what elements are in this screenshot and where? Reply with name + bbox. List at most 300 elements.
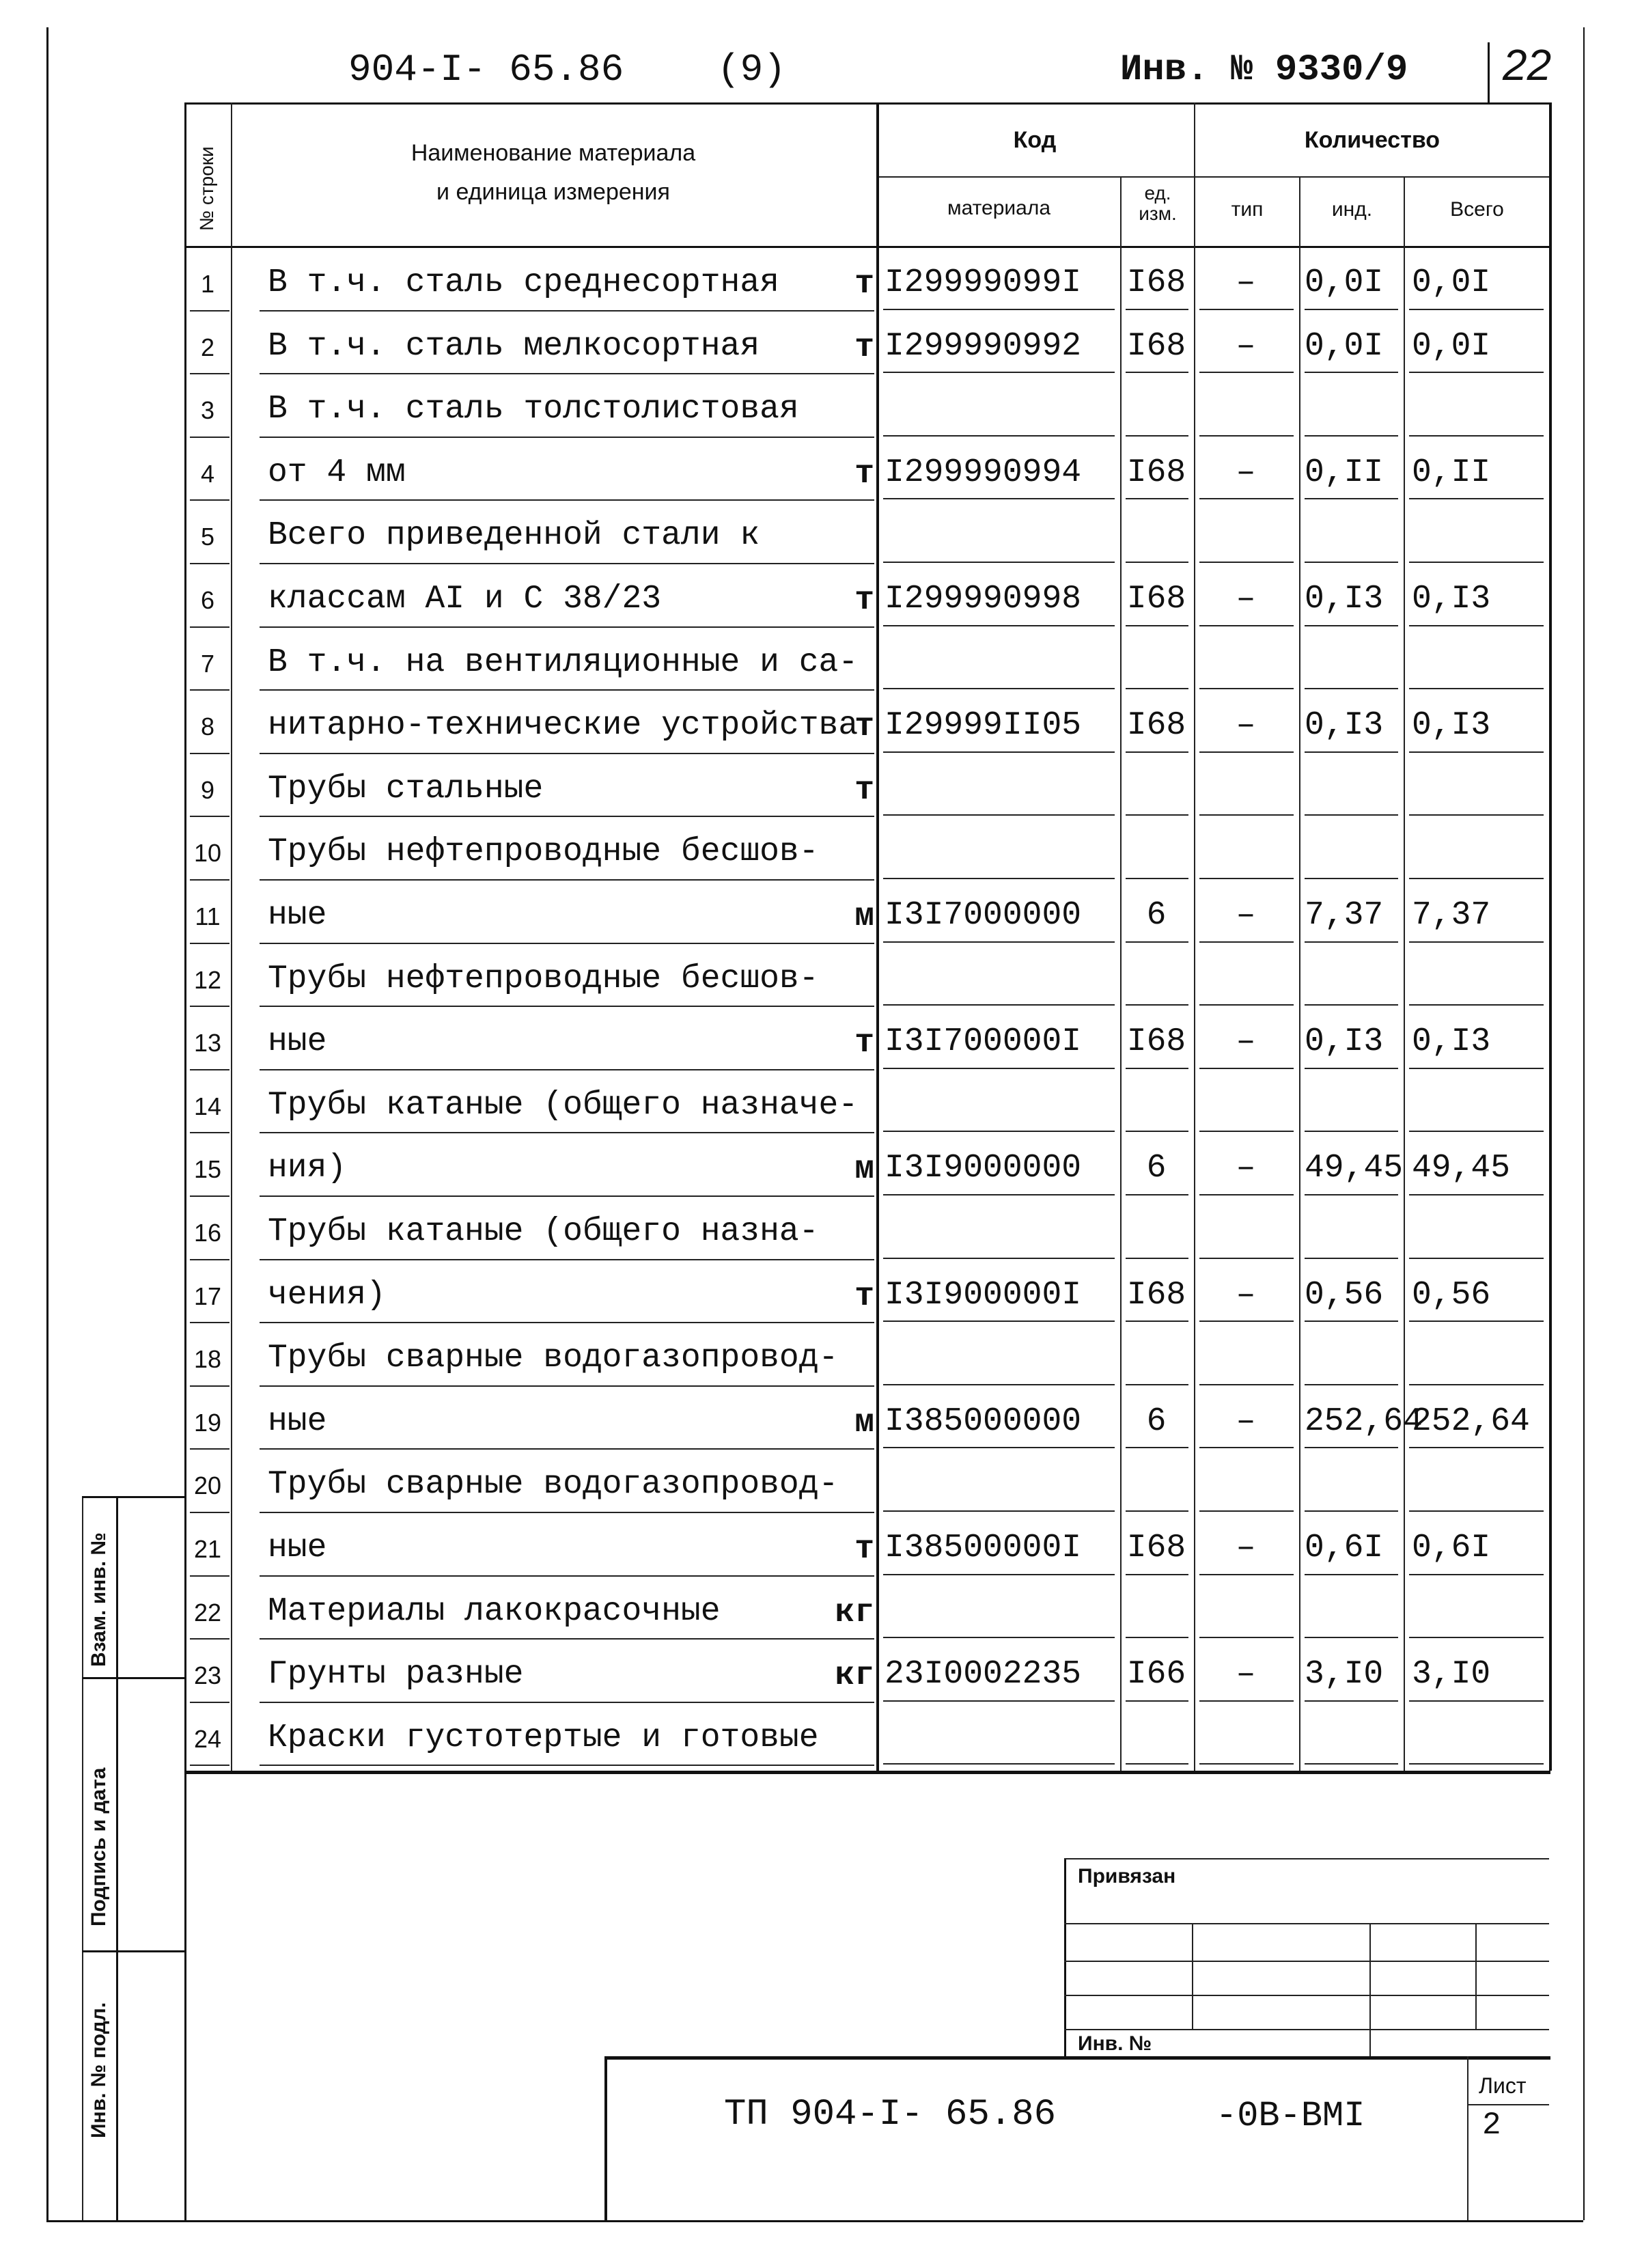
material-name: Трубы сварные водогазопровод- (268, 1340, 839, 1377)
row-total-underline (1409, 878, 1544, 879)
side-stamp-sep1 (82, 1677, 184, 1679)
page-number: 22 (1503, 40, 1552, 89)
sheet-box-left (1467, 2056, 1468, 2220)
material-name: В т.ч. сталь мелкосортная (268, 327, 760, 365)
row-code-underline (883, 1258, 1115, 1259)
row-total-underline (1409, 498, 1544, 499)
row-type-value: – (1236, 581, 1256, 618)
row-total-value: 3,I0 (1412, 1656, 1491, 1693)
row-total-underline (1409, 1131, 1544, 1132)
row-name-underline (260, 1322, 874, 1323)
row-name-underline (260, 1638, 874, 1640)
material-name: Грунты разные (268, 1656, 524, 1693)
row-total-value: 0,0I (1412, 327, 1491, 365)
row-code-underline (883, 1131, 1115, 1132)
side-label-signature-date: Подпись и дата (87, 1767, 110, 1926)
material-unit: т (854, 708, 874, 746)
row-number: 7 (200, 649, 215, 678)
row-code-value: 23I0002235 (885, 1656, 1082, 1693)
side-stamp-sep2 (82, 1950, 184, 1952)
row-name-underline (260, 1195, 874, 1197)
row-code-underline (883, 1384, 1115, 1385)
row-number-underline (190, 1069, 229, 1070)
col-header-name-2: и единица измерения (436, 179, 670, 205)
row-number: 23 (193, 1661, 222, 1690)
row-ind-underline (1305, 1068, 1398, 1069)
row-number-underline (190, 626, 229, 628)
row-um-value: I68 (1126, 1023, 1186, 1061)
row-number-underline (190, 879, 229, 881)
row-number: 21 (193, 1535, 222, 1563)
row-um-underline (1126, 751, 1188, 753)
row-ind-value: 252,64 (1305, 1402, 1423, 1440)
row-um-value: I66 (1126, 1656, 1186, 1693)
row-type-underline (1199, 941, 1294, 943)
row-um-underline (1126, 562, 1188, 563)
row-ind-underline (1305, 625, 1398, 626)
row-code-value: I29999II05 (885, 707, 1082, 745)
material-name: Трубы катаные (общего назна- (268, 1213, 819, 1250)
header-bottom (184, 246, 1550, 248)
row-ind-value: 0,6I (1305, 1530, 1384, 1566)
frame-bottom (46, 2220, 1583, 2222)
stamp-vline-3 (1475, 1923, 1477, 2029)
row-ind-underline (1305, 1258, 1398, 1259)
row-number-underline (190, 1132, 229, 1133)
title-block-left (604, 2056, 607, 2220)
row-ind-value: 0,0I (1305, 327, 1384, 365)
material-unit: кг (835, 1594, 874, 1631)
stamp-box-top (1064, 1858, 1549, 1859)
material-unit: т (854, 455, 874, 493)
row-code-underline (883, 1574, 1115, 1575)
col-type-sep (1299, 176, 1300, 1771)
table-top (184, 102, 1550, 105)
row-total-underline (1409, 1574, 1544, 1575)
material-unit: т (854, 1277, 874, 1315)
material-name: Краски густотертые и готовые (268, 1719, 819, 1756)
row-um-value: I68 (1126, 1276, 1186, 1314)
row-um-underline (1126, 1700, 1188, 1702)
sheet-box-sep (1467, 2104, 1549, 2105)
row-type-underline (1199, 562, 1294, 563)
row-code-underline (883, 435, 1115, 437)
row-code-value: I29999099I (885, 264, 1082, 301)
material-unit: т (854, 329, 874, 366)
row-type-underline (1199, 1384, 1294, 1385)
row-name-underline (260, 1069, 874, 1070)
row-code-underline (883, 1194, 1115, 1195)
row-total-value: 0,6I (1412, 1530, 1491, 1566)
row-code-underline (883, 372, 1115, 373)
row-type-underline (1199, 751, 1294, 753)
row-number: 6 (200, 586, 215, 614)
frame-right (1583, 27, 1585, 2220)
material-name: чения) (268, 1276, 386, 1314)
row-number-underline (190, 1765, 229, 1766)
material-unit: кг (835, 1657, 874, 1695)
row-um-underline (1126, 1510, 1188, 1512)
row-um-underline (1126, 1763, 1188, 1765)
row-name-underline (260, 1259, 874, 1260)
row-type-value: – (1236, 1150, 1256, 1187)
row-um-underline (1126, 1004, 1188, 1006)
table-left (184, 102, 186, 2220)
row-total-underline (1409, 941, 1544, 943)
side-stamp-mid (82, 1496, 83, 2220)
row-type-underline (1199, 498, 1294, 499)
row-code-underline (883, 562, 1115, 563)
row-ind-underline (1305, 941, 1398, 943)
row-ind-underline (1305, 1320, 1398, 1322)
row-number: 10 (193, 839, 222, 868)
row-type-underline (1199, 1447, 1294, 1448)
row-um-value: I68 (1126, 581, 1186, 618)
row-ind-underline (1305, 688, 1398, 689)
row-ind-underline (1305, 562, 1398, 563)
row-code-value: I299990992 (885, 327, 1082, 365)
row-type-value: – (1236, 454, 1256, 491)
row-number-underline (190, 499, 229, 501)
row-type-value: – (1236, 327, 1256, 365)
row-number-underline (190, 1385, 229, 1387)
doc-sub: (9) (717, 48, 786, 92)
row-type-underline (1199, 878, 1294, 879)
row-name-underline (260, 1702, 874, 1703)
row-total-underline (1409, 1320, 1544, 1322)
row-ind-underline (1305, 1510, 1398, 1512)
row-type-underline (1199, 1068, 1294, 1069)
row-um-underline (1126, 941, 1188, 943)
row-total-underline (1409, 1447, 1544, 1448)
row-type-underline (1199, 309, 1294, 310)
row-type-underline (1199, 1574, 1294, 1575)
row-code-value: I299990998 (885, 581, 1082, 618)
row-ind-underline (1305, 372, 1398, 373)
row-type-underline (1199, 1131, 1294, 1132)
material-name: нитарно-технические устройства (268, 707, 859, 745)
row-um-underline (1126, 1320, 1188, 1322)
row-total-value: 7,37 (1412, 897, 1491, 934)
row-ind-underline (1305, 1637, 1398, 1638)
material-unit: т (854, 266, 874, 303)
row-ind-value: 0,I3 (1305, 581, 1384, 618)
row-number: 19 (193, 1408, 222, 1437)
row-number-underline (190, 310, 229, 312)
row-type-underline (1199, 1700, 1294, 1702)
row-um-underline (1126, 498, 1188, 499)
row-code-value: I38500000I (885, 1530, 1082, 1566)
row-type-value: – (1236, 1530, 1256, 1566)
row-code-underline (883, 751, 1115, 753)
row-type-value: – (1236, 897, 1256, 934)
sheet-number: 2 (1482, 2107, 1501, 2143)
row-type-underline (1199, 435, 1294, 437)
row-ind-value: 7,37 (1305, 897, 1384, 934)
row-ind-value: 0,II (1305, 454, 1384, 491)
material-name: ные (268, 1402, 327, 1440)
row-total-underline (1409, 1004, 1544, 1006)
row-ind-underline (1305, 1447, 1398, 1448)
row-um-value: I68 (1126, 264, 1186, 301)
row-code-underline (883, 309, 1115, 310)
row-total-underline (1409, 372, 1544, 373)
row-number: 11 (195, 902, 221, 930)
col-name-sep (876, 102, 879, 1771)
sheet-label: Лист (1479, 2073, 1527, 2098)
row-number-underline (190, 1195, 229, 1197)
row-ind-value: 0,0I (1305, 264, 1384, 301)
row-um-value: 6 (1146, 1402, 1167, 1440)
row-name-underline (260, 689, 874, 691)
row-name-underline (260, 1448, 874, 1450)
row-code-value: I3I700000I (885, 1023, 1082, 1061)
row-number: 5 (200, 523, 215, 551)
row-total-underline (1409, 1068, 1544, 1069)
row-code-underline (883, 498, 1115, 499)
row-total-underline (1409, 562, 1544, 563)
stamp-vline-2 (1369, 1923, 1371, 2056)
row-number-underline (190, 1512, 229, 1513)
row-name-underline (260, 626, 874, 628)
row-um-value: I68 (1126, 327, 1186, 365)
stamp-line-4 (1064, 2029, 1549, 2030)
col-header-type: тип (1231, 198, 1264, 221)
row-number-underline (190, 437, 229, 438)
row-code-value: I385000000 (885, 1402, 1082, 1440)
row-name-underline (260, 437, 874, 438)
row-code-underline (883, 625, 1115, 626)
material-name: В т.ч. на вентиляционные и са- (268, 644, 859, 681)
row-ind-underline (1305, 1763, 1398, 1765)
col-header-unit (1122, 183, 1194, 224)
row-ind-value: 0,I3 (1305, 707, 1384, 745)
row-number: 14 (193, 1092, 222, 1120)
row-total-underline (1409, 435, 1544, 437)
col-header-ind: инд. (1331, 198, 1373, 221)
page-box-divider (1488, 42, 1490, 102)
row-code-underline (883, 1447, 1115, 1448)
row-total-underline (1409, 1763, 1544, 1765)
row-number: 2 (200, 333, 215, 361)
row-name-underline (260, 1385, 874, 1387)
row-name-underline (260, 1575, 874, 1577)
row-code-underline (883, 1068, 1115, 1069)
row-number-underline (190, 1638, 229, 1640)
row-number-underline (190, 689, 229, 691)
row-total-value: 0,0I (1412, 264, 1491, 301)
inventory-number: Инв. № 9330/9 (1120, 49, 1408, 91)
row-um-value: I68 (1126, 454, 1186, 491)
row-code-value: I299990994 (885, 454, 1082, 491)
row-number: 24 (193, 1724, 222, 1753)
row-type-value: – (1236, 1402, 1256, 1440)
material-unit: т (854, 771, 874, 809)
row-total-underline (1409, 1637, 1544, 1638)
row-total-underline (1409, 1194, 1544, 1195)
row-type-underline (1199, 1763, 1294, 1765)
material-name: Трубы сварные водогазопровод- (268, 1466, 839, 1504)
row-um-underline (1126, 1194, 1188, 1195)
col-header-total: Всего (1450, 198, 1504, 221)
title-block-doc: ТП 904-I- 65.86 (724, 2094, 1057, 2135)
row-ind-value: 49,45 (1305, 1150, 1404, 1187)
row-code-value: I3I9000000 (885, 1150, 1082, 1187)
row-code-underline (883, 1320, 1115, 1322)
material-name: Трубы стальные (268, 770, 544, 807)
row-um-underline (1126, 372, 1188, 373)
material-unit: м (854, 1151, 874, 1189)
row-number-underline (190, 1448, 229, 1450)
row-name-underline (260, 563, 874, 564)
material-name: от 4 мм (268, 454, 406, 491)
col-ind-sep (1404, 176, 1405, 1771)
row-total-value: 252,64 (1412, 1402, 1530, 1440)
row-name-underline (260, 1006, 874, 1007)
stamp-vline-1 (1192, 1923, 1193, 2029)
row-ind-underline (1305, 751, 1398, 753)
row-um-underline (1126, 1637, 1188, 1638)
row-ind-value: 0,56 (1305, 1276, 1384, 1314)
stamp-inv-label: Инв. № (1078, 2032, 1152, 2055)
material-unit: т (854, 1025, 874, 1062)
row-name-underline (260, 943, 874, 944)
material-name: В т.ч. сталь среднесортная (268, 264, 779, 301)
row-type-underline (1199, 1194, 1294, 1195)
stamp-privyazan: Привязан (1078, 1865, 1176, 1887)
row-number: 8 (200, 713, 215, 741)
title-block-suffix: -0В-ВМI (1216, 2096, 1365, 2136)
material-unit: т (854, 582, 874, 619)
row-type-value: – (1236, 1276, 1256, 1314)
row-total-underline (1409, 1384, 1544, 1385)
row-type-value: – (1236, 1656, 1256, 1693)
row-total-underline (1409, 814, 1544, 816)
row-um-underline (1126, 1131, 1188, 1132)
row-um-underline (1126, 878, 1188, 879)
row-ind-underline (1305, 814, 1398, 816)
side-stamp-right (116, 1496, 118, 2220)
row-number: 12 (193, 965, 222, 994)
col-num-sep (231, 102, 232, 1771)
col-header-unit-1: ед. (1144, 182, 1171, 204)
row-total-value: 0,I3 (1412, 581, 1491, 618)
side-stamp-top (82, 1496, 184, 1498)
row-um-underline (1126, 1068, 1188, 1069)
row-ind-underline (1305, 1574, 1398, 1575)
row-total-underline (1409, 309, 1544, 310)
row-number-underline (190, 1006, 229, 1007)
row-ind-value: 0,I3 (1305, 1023, 1384, 1061)
row-ind-underline (1305, 309, 1398, 310)
col-header-code: Код (1013, 127, 1057, 153)
row-number: 9 (200, 775, 215, 804)
title-block-top (604, 2056, 1550, 2060)
row-name-underline (260, 1512, 874, 1513)
table-right (1549, 102, 1552, 1771)
row-total-underline (1409, 751, 1544, 753)
material-name: ные (268, 1530, 327, 1566)
row-name-underline (260, 1765, 874, 1766)
row-total-value: 0,I3 (1412, 1023, 1491, 1061)
row-type-underline (1199, 814, 1294, 816)
row-type-underline (1199, 688, 1294, 689)
row-number-underline (190, 1575, 229, 1577)
row-total-underline (1409, 1510, 1544, 1512)
row-number: 20 (193, 1471, 222, 1500)
row-total-underline (1409, 1258, 1544, 1259)
row-code-value: I3I7000000 (885, 897, 1082, 934)
row-um-underline (1126, 435, 1188, 437)
row-code-underline (883, 878, 1115, 879)
row-total-value: 0,II (1412, 454, 1491, 491)
row-number-underline (190, 753, 229, 754)
row-number-underline (190, 1259, 229, 1260)
material-unit: т (854, 1531, 874, 1568)
row-um-value: I68 (1126, 707, 1186, 745)
row-um-underline (1126, 1574, 1188, 1575)
row-number-underline (190, 816, 229, 817)
row-ind-underline (1305, 878, 1398, 879)
material-name: В т.ч. сталь толстолистовая (268, 391, 799, 428)
row-um-value: 6 (1146, 1150, 1167, 1187)
row-code-underline (883, 1637, 1115, 1638)
row-total-underline (1409, 1700, 1544, 1702)
row-um-underline (1126, 1384, 1188, 1385)
row-type-underline (1199, 625, 1294, 626)
row-um-underline (1126, 309, 1188, 310)
row-um-underline (1126, 814, 1188, 816)
row-number-underline (190, 943, 229, 944)
row-number: 4 (200, 459, 215, 488)
material-name: Материалы лакокрасочные (268, 1592, 721, 1630)
row-total-value: 49,45 (1412, 1150, 1511, 1187)
row-name-underline (260, 310, 874, 312)
row-name-underline (260, 879, 874, 881)
row-type-underline (1199, 1004, 1294, 1006)
header-sub-line (876, 176, 1549, 178)
row-total-underline (1409, 688, 1544, 689)
row-type-value: – (1236, 264, 1256, 301)
row-um-underline (1126, 688, 1188, 689)
row-type-underline (1199, 372, 1294, 373)
row-type-underline (1199, 1320, 1294, 1322)
row-number: 13 (193, 1029, 222, 1057)
row-type-underline (1199, 1258, 1294, 1259)
row-code-underline (883, 1763, 1115, 1765)
material-name: Трубы нефтепроводные бесшов- (268, 833, 819, 871)
row-total-value: 0,56 (1412, 1276, 1491, 1314)
row-ind-underline (1305, 1384, 1398, 1385)
row-um-value: I68 (1126, 1530, 1186, 1566)
row-ind-underline (1305, 1004, 1398, 1006)
row-code-underline (883, 941, 1115, 943)
row-name-underline (260, 373, 874, 374)
row-name-underline (260, 753, 874, 754)
row-total-underline (1409, 625, 1544, 626)
row-number: 16 (193, 1219, 222, 1247)
row-number: 3 (200, 396, 215, 425)
row-number: 18 (193, 1345, 222, 1374)
row-type-value: – (1236, 707, 1256, 745)
material-name: ния) (268, 1150, 347, 1187)
row-code-underline (883, 814, 1115, 816)
row-name-underline (260, 816, 874, 817)
row-um-value: 6 (1146, 897, 1167, 934)
row-number: 22 (193, 1598, 222, 1627)
col-header-material: материала (947, 197, 1051, 219)
row-number: 17 (193, 1282, 222, 1310)
